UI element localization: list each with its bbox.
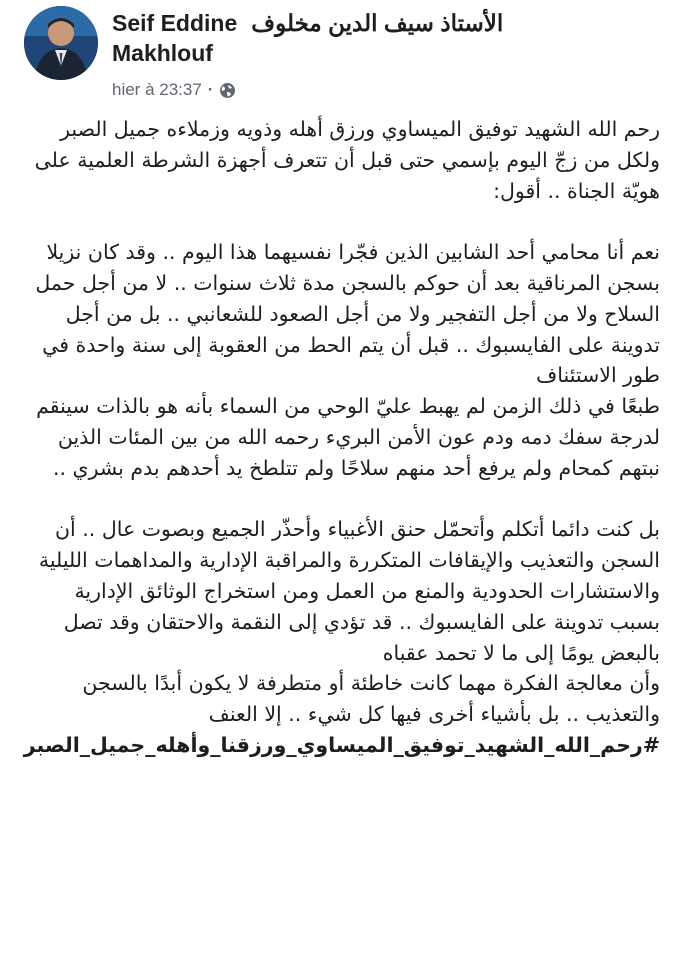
post-body [20, 114, 660, 761]
post-header [0, 0, 678, 110]
post-paragraph: وأن معالجة الفكرة مهما كانت خاطئة أو متطرفة لا يكون أبدًا بالسجن والتعذيب .. بل بأشياء أخرى فيها كل شيء .. إلا العنف [82, 671, 660, 727]
post-paragraph: بل كنت دائما أتكلم وأتحمّل حنق الأغبياء وأحذّر الجميع وبصوت عال .. أن السجن والتعذيب والإيقافات المتكررة والمراقبة الإدارية والمداهمات الليلية والاستشارات الحدودية والمنع من العمل ومن استخراج الوثائق الإدارية بسبب تدوينة على الفايسبوك .. قد تؤدي إلى النقمة والاحتقان وقد تصل بالبعض يومًا إلى ما لا تحمد عقباه [38, 517, 660, 665]
avatar-image [24, 6, 98, 80]
author-name-latin-last: Makhlouf [112, 40, 213, 66]
post-meta [112, 80, 236, 100]
post-timestamp[interactable]: hier à 23:37 [112, 80, 202, 99]
post-paragraph: طبعًا في ذلك الزمن لم يهبط عليّ الوحي من السماء بأنه هو بالذات سينقم لدرجة سفك دمه ودم عون الأمن البريء رحمه الله من بين المئات الذين نبتهم كمحام ولم يرفع أحد منهم سلاحًا ولم تتلطخ يد أحدهم بدم بشري .. [36, 394, 660, 480]
paragraph-gap [20, 484, 660, 515]
author-name-arabic: الأستاذ سيف الدين مخلوف [251, 10, 504, 36]
meta-separator: · [207, 80, 214, 99]
globe-icon [219, 82, 236, 99]
hashtag-link[interactable]: #رحم_الله_الشهيد_توفيق_الميساوي_ورزقنا_وأهله_جميل_الصبر [23, 732, 660, 757]
avatar[interactable] [24, 6, 98, 80]
post-paragraph: رحم الله الشهيد توفيق الميساوي ورزق أهله وذويه وزملاءه جميل الصبر [60, 117, 660, 141]
paragraph-gap [20, 206, 660, 237]
author-name-latin-first: Seif Eddine [112, 10, 238, 36]
author-name[interactable] [112, 8, 632, 68]
post-paragraph: ولكل من زجّ اليوم بإسمي حتى قبل أن تتعرف أجهزة الشرطة العلمية على هويّة الجناة .. أقول: [34, 147, 660, 203]
post-paragraph: نعم أنا محامي أحد الشابين الذين فجّرا نفسيهما هذا اليوم .. وقد كان نزيلا بسجن المرناقية بعد أن حوكم بالسجن مدة ثلاث سنوات .. لا من أجل حمل السلاح ولا من أجل التفجير ولا من أجل الصعود للشعانبي .. بل من أجل تدوينة على الفايسبوك .. قبل أن يتم الحط من العقوبة إلى سنة واحدة في طور الاستئناف [35, 240, 660, 388]
